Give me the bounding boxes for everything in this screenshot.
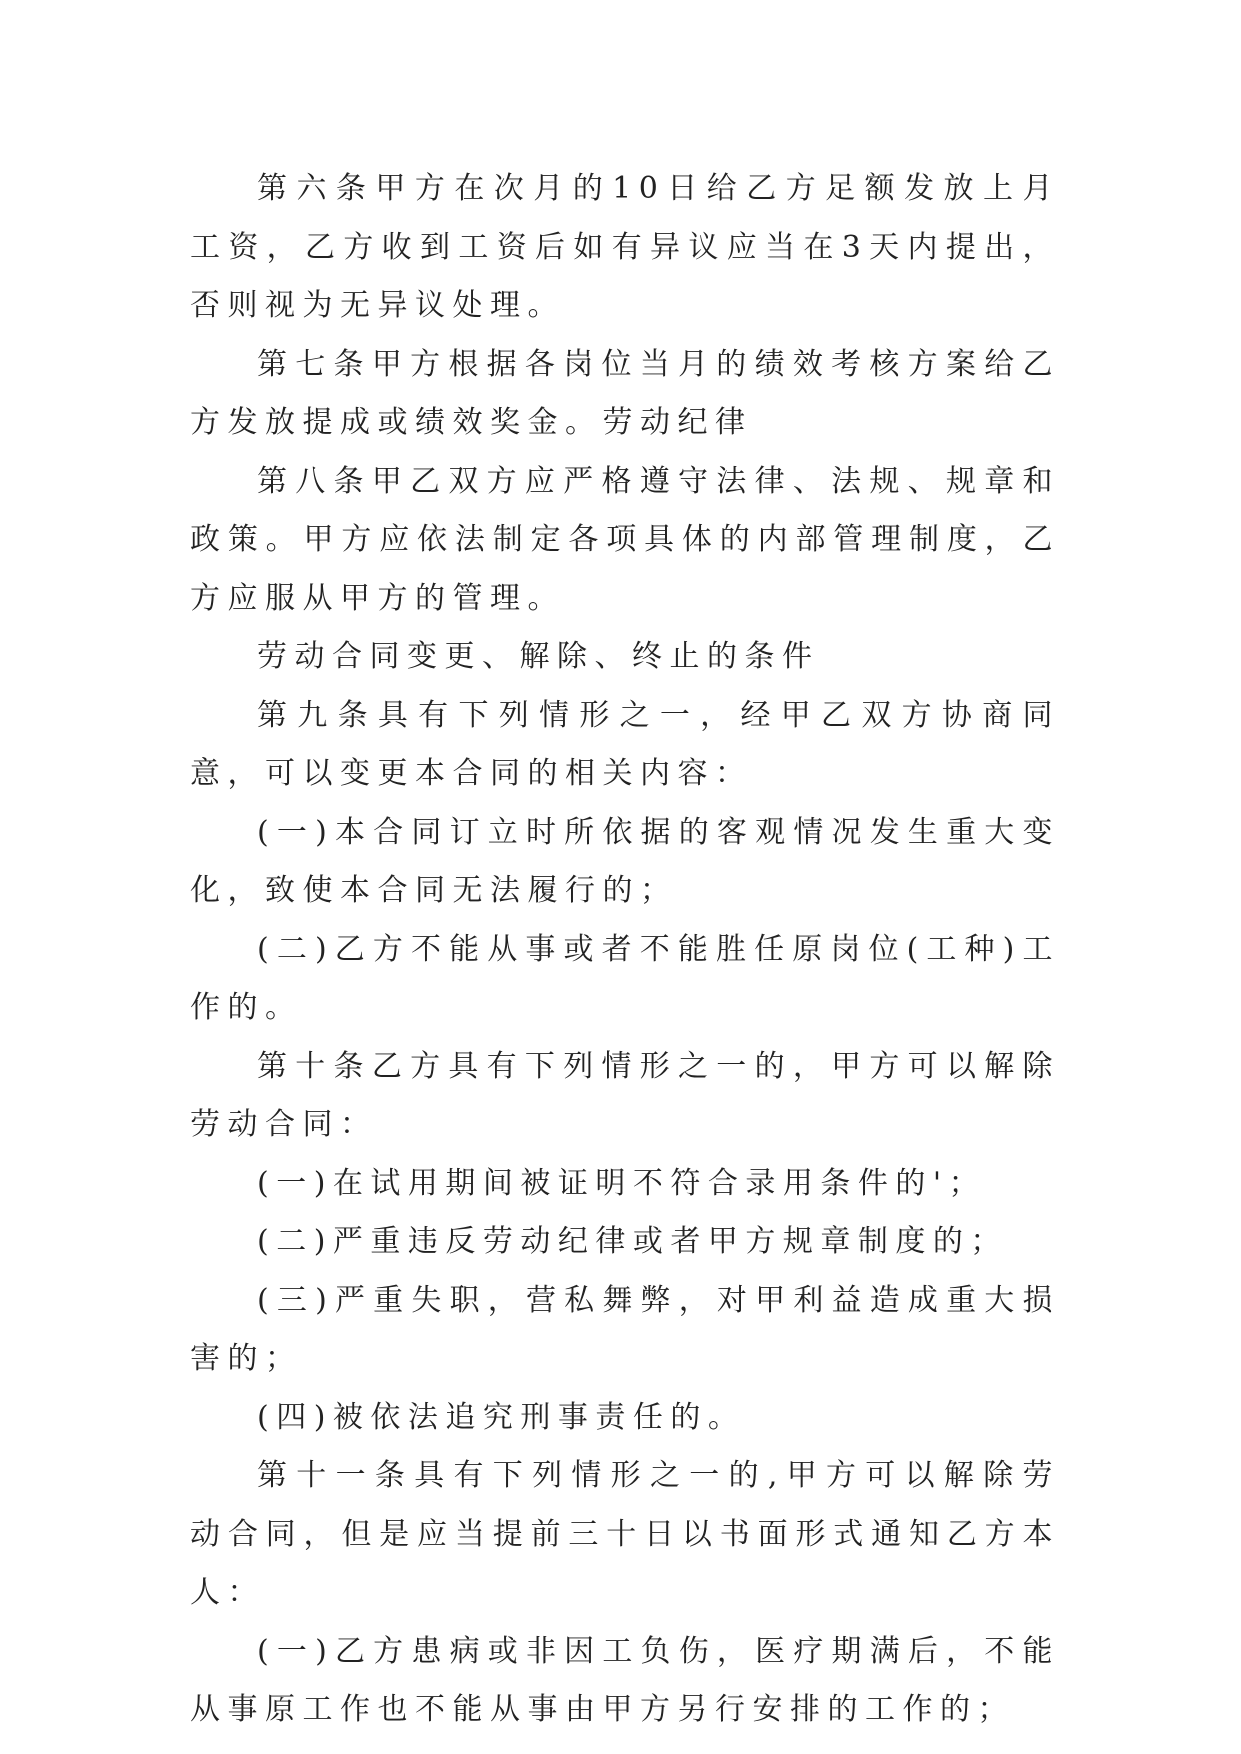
- article-6-paragraph: 第六条甲方在次月的10日给乙方足额发放上月工资，乙方收到工资后如有异议应当在3天内提出，否则视为无异议处理。: [190, 171, 1060, 323]
- article-7-paragraph: 第七条甲方根据各岗位当月的绩效考核方案给乙方发放提成或绩效奖金。劳动纪律: [190, 346, 1060, 440]
- article-11-paragraph: 第十一条具有下列情形之一的,甲方可以解除劳动合同，但是应当提前三十日以书面形式通知乙方本人：: [190, 1458, 1060, 1610]
- document-body: [190, 160, 1060, 1740]
- article-9-item-2: (二)乙方不能从事或者不能胜任原岗位(工种)工作的。: [190, 931, 1060, 1025]
- article-11-item-1: (一)乙方患病或非因工负伤，医疗期满后，不能从事原工作也不能从事由甲方另行安排的工作的；: [190, 1633, 1060, 1727]
- article-10-paragraph: 第十条乙方具有下列情形之一的，甲方可以解除劳动合同：: [190, 1048, 1060, 1142]
- article-9-item-1: (一)本合同订立时所依据的客观情况发生重大变化，致使本合同无法履行的；: [190, 814, 1060, 908]
- section-heading: 劳动合同变更、解除、终止的条件: [257, 639, 820, 674]
- article-9-paragraph: 第九条具有下列情形之一，经甲乙双方协商同意，可以变更本合同的相关内容：: [190, 697, 1060, 791]
- article-10-item-2: (二)严重违反劳动纪律或者甲方规章制度的；: [257, 1224, 1008, 1259]
- article-10-item-3: (三)严重失职，营私舞弊，对甲利益造成重大损害的；: [190, 1282, 1060, 1376]
- article-10-item-1: (一)在试用期间被证明不符合录用条件的'；: [257, 1165, 987, 1201]
- article-8-paragraph: 第八条甲乙双方应严格遵守法律、法规、规章和政策。甲方应依法制定各项具体的内部管理制度，乙方应服从甲方的管理。: [190, 463, 1060, 616]
- article-10-item-4: (四)被依法追究刑事责任的。: [257, 1399, 746, 1435]
